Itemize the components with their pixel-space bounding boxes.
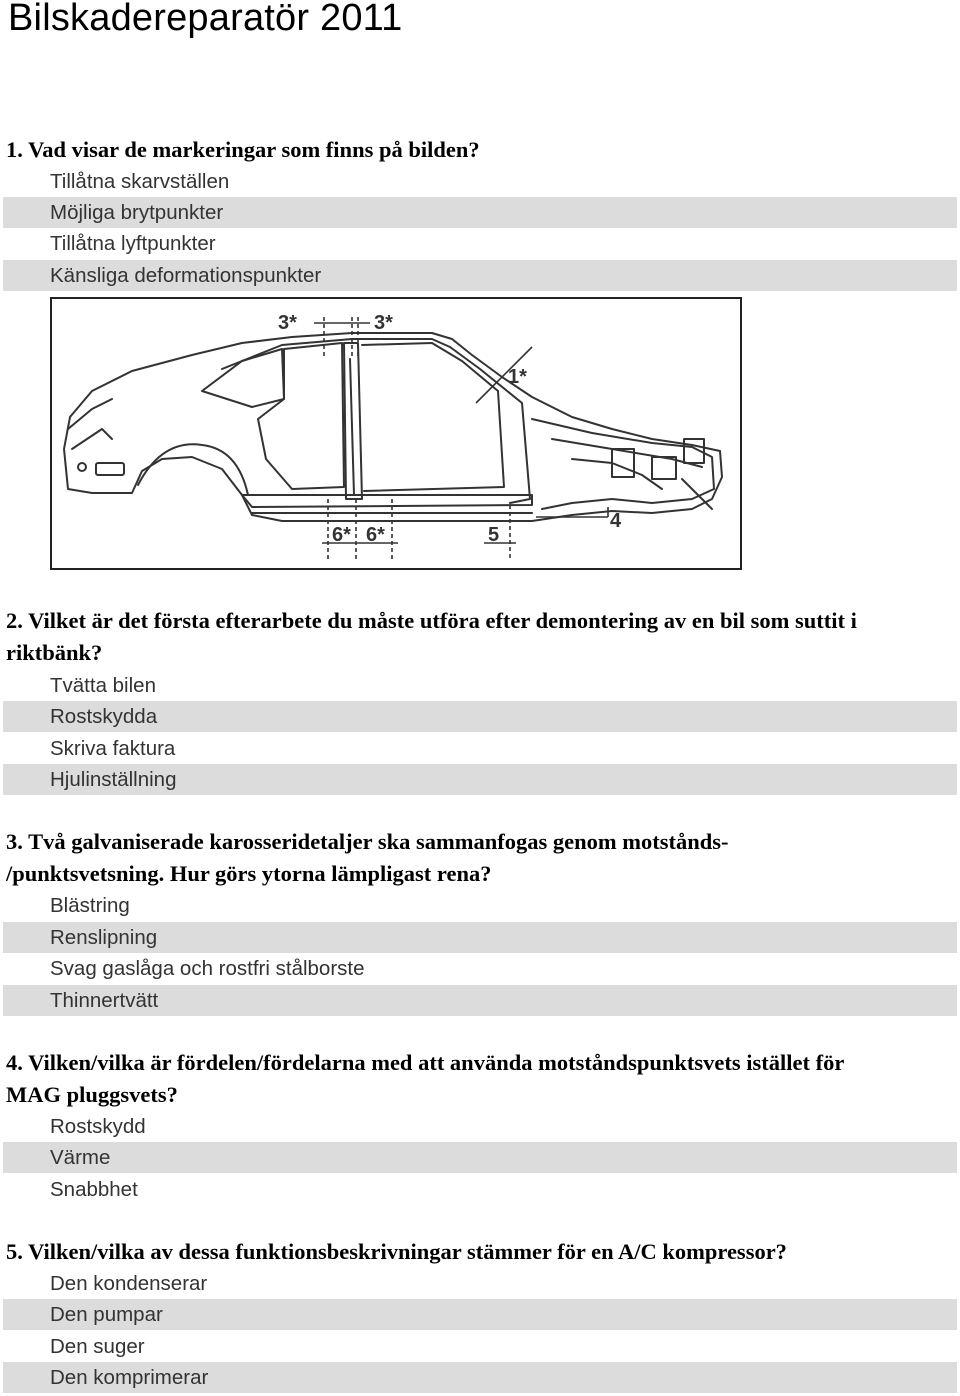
question-3	[6, 826, 946, 890]
car-body-drawing	[52, 299, 740, 568]
question-text-line: 4. Vilken/vilka är fördelen/fördelarna med att använda motståndspunktsvets istället för	[6, 1050, 845, 1075]
rear-window-frame	[202, 349, 284, 407]
front-door-frame	[362, 343, 504, 491]
answer-option[interactable]: Hjulinställning	[3, 764, 957, 795]
rear-door-frame	[258, 343, 344, 489]
question-1: 1. Vad visar de markeringar som finns på bilden?	[6, 137, 480, 162]
car-body-diagram	[50, 297, 742, 570]
marker-label: 4	[610, 510, 622, 532]
question-text-line: /punktsvetsning. Hur görs ytorna lämpligast rena?	[6, 861, 492, 886]
body-outline	[64, 333, 722, 521]
answer-option[interactable]: Snabbhet	[50, 1178, 138, 1201]
question-4	[6, 1047, 946, 1111]
answer-option[interactable]: Den kondenserar	[50, 1272, 208, 1295]
answer-option[interactable]: Rostskydda	[3, 701, 957, 732]
question-text-line: riktbänk?	[6, 640, 103, 665]
answer-option[interactable]: Tvätta bilen	[50, 674, 156, 697]
question-text-line: MAG pluggsvets?	[6, 1082, 178, 1107]
marker-label: 6*	[332, 524, 351, 546]
question-text-line: 3. Två galvaniserade karosseridetaljer ska sammanfogas genom motstånds-	[6, 829, 729, 854]
answer-option[interactable]: Värme	[3, 1142, 957, 1173]
answer-option[interactable]: Den pumpar	[3, 1299, 957, 1330]
page-title: Bilskadereparatör 2011	[8, 0, 403, 39]
answer-option[interactable]: Blästring	[50, 894, 130, 917]
marker-label: 5	[488, 524, 500, 546]
answer-option[interactable]: Skriva faktura	[50, 737, 176, 760]
sill	[242, 495, 532, 507]
answer-option[interactable]: Renslipning	[3, 922, 957, 953]
answer-option[interactable]: Svag gaslåga och rostfri stålborste	[50, 957, 365, 980]
answer-option[interactable]: Den suger	[50, 1335, 145, 1358]
rear-wheel-arch	[138, 444, 248, 495]
answer-option[interactable]: Tillåtna skarvställen	[50, 170, 230, 193]
answer-option[interactable]: Den komprimerar	[3, 1362, 957, 1393]
answer-option[interactable]: Rostskydd	[50, 1115, 146, 1138]
marker-label: 6*	[366, 524, 385, 546]
answer-option[interactable]: Möjliga brytpunkter	[3, 197, 957, 228]
answer-option[interactable]: Känsliga deformationspunkter	[3, 260, 957, 291]
question-2	[6, 605, 946, 669]
question-text-line: 2. Vilket är det första efterarbete du måste utföra efter demontering av en bil som suttit i	[6, 608, 857, 633]
marker-label: 3*	[374, 312, 393, 334]
marker-label: 1*	[508, 366, 527, 388]
answer-option[interactable]: Tillåtna lyftpunkter	[50, 232, 216, 255]
answer-option[interactable]: Thinnertvätt	[3, 985, 957, 1016]
marker-label: 3*	[278, 312, 297, 334]
question-5: 5. Vilken/vilka av dessa funktionsbeskrivningar stämmer för en A/C kompressor?	[6, 1239, 787, 1264]
